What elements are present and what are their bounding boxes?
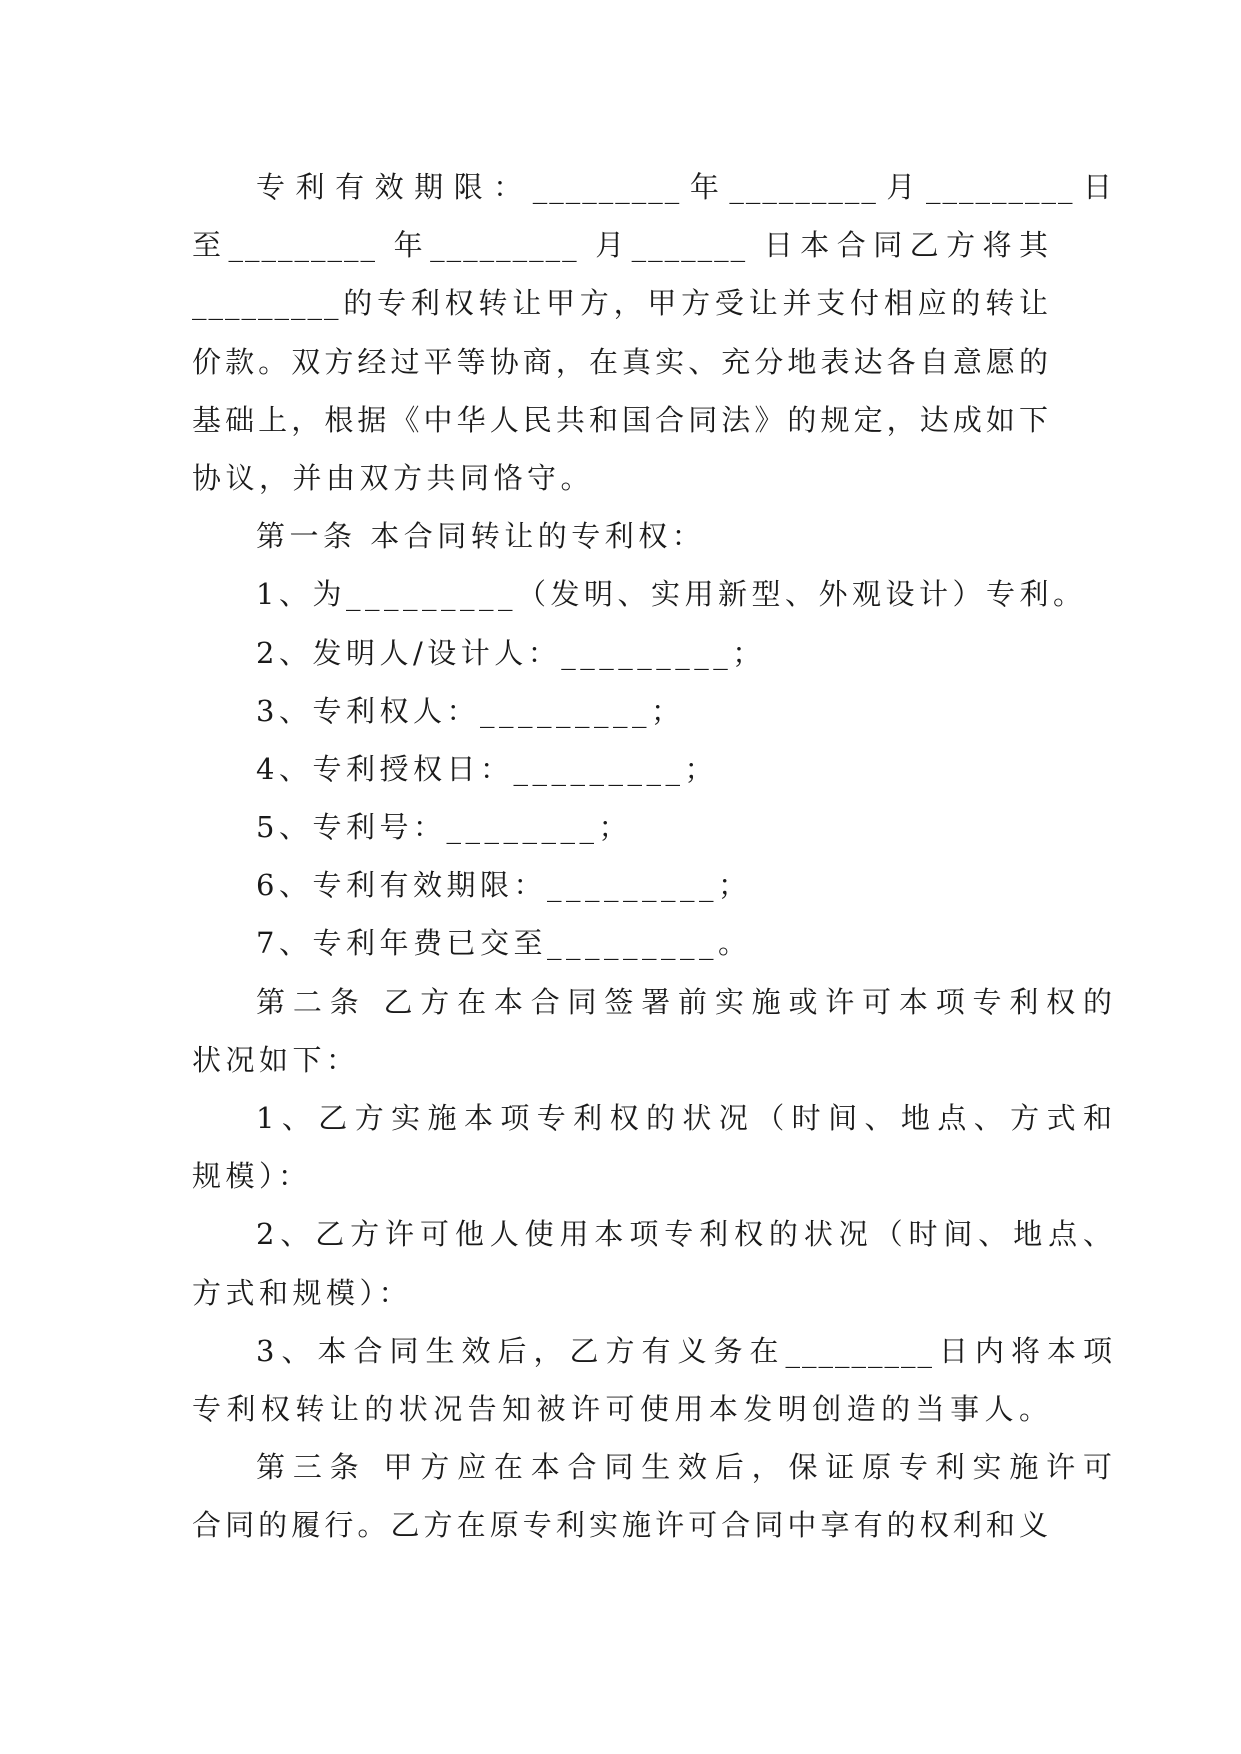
list-item: 1、为_________（发明、实用新型、外观设计）专利。 (256, 577, 1087, 612)
paragraph-line: 专利有效期限：_________年_________月_________日 (256, 170, 1114, 204)
article-heading: 第二条 乙方在本合同签署前实施或许可本项专利权的 (256, 984, 1114, 1019)
list-item: 2、乙方许可他人使用本项专利权的状况（时间、地点、 (256, 1217, 1114, 1252)
document-page (192, 158, 1114, 1555)
list-item: 2、发明人/设计人：_________； (256, 635, 766, 670)
paragraph-line: _________的专利权转让甲方，甲方受让并支付相应的转让 (192, 286, 1050, 321)
paragraph-line: 基础上，根据《中华人民共和国合同法》的规定，达成如下 (192, 402, 1050, 437)
list-item: 4、专利授权日：_________； (256, 751, 718, 786)
article-heading: 第一条 本合同转让的专利权： (256, 519, 706, 554)
paragraph-line: 方式和规模）： (192, 1275, 413, 1310)
article-heading: 第三条 甲方应在本合同生效后，保证原专利实施许可 (256, 1450, 1114, 1485)
list-item: 6、专利有效期限：_________； (256, 868, 752, 903)
paragraph-line: 价款。双方经过平等协商，在真实、充分地表达各自意愿的 (192, 344, 1050, 379)
paragraph-line: 协议，并由双方共同恪守。 (192, 460, 595, 495)
paragraph-line: 状况如下： (192, 1042, 360, 1077)
paragraph-line: 至_________ 年_________ 月_______ 日本合同乙方将其 (192, 228, 1050, 263)
paragraph-line: 合同的履行。乙方在原专利实施许可合同中享有的权利和义 (192, 1508, 1050, 1543)
list-item: 3、本合同生效后，乙方有义务在_________日内将本项 (256, 1333, 1114, 1368)
paragraph-line: 规模）： (192, 1159, 312, 1194)
list-item: 7、专利年费已交至_________。 (256, 926, 752, 961)
paragraph-line: 专利权转让的状况告知被许可使用本发明创造的当事人。 (192, 1391, 1050, 1426)
list-item: 1、乙方实施本项专利权的状况（时间、地点、方式和 (256, 1101, 1114, 1135)
list-item: 5、专利号：________； (256, 810, 632, 845)
list-item: 3、专利权人：_________； (256, 693, 685, 728)
